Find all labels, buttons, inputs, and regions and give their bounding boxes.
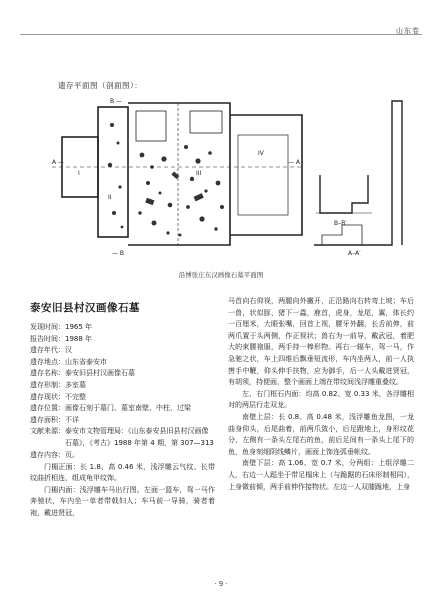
section-caption-aa: A–A′ (348, 250, 361, 257)
plan-side-room (136, 111, 166, 141)
chamber-label-III: III (196, 170, 202, 177)
meta-value: 1965 年 (65, 323, 93, 331)
left-column-body (30, 450, 215, 520)
meta-row-form (30, 380, 215, 392)
meta-row-discovery (30, 322, 215, 334)
figure-caption: 沿博张庄东汉画像石墓平面图 (178, 271, 264, 279)
meta-row-area (30, 415, 215, 427)
chamber-label-II: II (108, 194, 112, 201)
meta-label: 文献来源： (30, 427, 65, 436)
meta-label: 遗存现状： (30, 392, 65, 401)
section-elevation-aa (314, 101, 402, 245)
section-label-a-left: A — (52, 159, 65, 166)
right-paragraph: 南壁上层：长 0.8、高 0.48 米，浅浮雕鱼龙图，一龙曲身仰头，后尾曲着，前两爪敛小，后足蹬地上，身形纹花分，左侧有一条头左尾右的鱼，前后足间有一条头上尾下的鱼，鱼身刻细阴线鳞片，画面上饰连弧垂帐纹。 (228, 412, 414, 456)
figure-top-caption: 遗存平面图（剖面图）： (58, 81, 143, 90)
meta-label: 遗存位置： (30, 404, 65, 413)
meta-value: 山东省泰安市 (65, 357, 107, 366)
meta-label: 报告时间： (30, 334, 65, 343)
meta-row-position (30, 403, 215, 415)
content-label: 遗存内容： (30, 451, 65, 459)
section-label-a-right: — A (288, 159, 301, 166)
section-label-b-top: B — (110, 98, 123, 105)
meta-label: 遗存名称： (30, 369, 65, 378)
right-paragraph: 南壁下层：高 1.06、宽 0.7 米，分两组：上组浮雕二人，右边一人跽坐于带足榻床上（与跪踞的石床形制相同），上身微前倾，两手前伸作接物状。左边一人双膝跪地，上身 (228, 459, 414, 491)
plan-middle-hall (128, 103, 230, 245)
meta-value: 泰安旧县村汉画像石墓 (65, 369, 135, 378)
right-column-body (228, 296, 414, 493)
meta-label: 发现时间： (30, 323, 65, 331)
section-title: 泰安旧县村汉画像石墓 (30, 302, 140, 314)
tomb-plan-drawing (52, 95, 412, 257)
meta-label: 遗存面积： (30, 415, 65, 424)
section-label-b-bottom: — B (112, 250, 125, 257)
section-caption-bb: B–B′ (334, 220, 347, 227)
plan-rear-chamber (230, 115, 302, 235)
page-number: · 9 · (214, 580, 228, 588)
header-tag: 山东卷 (396, 27, 420, 35)
chamber-label-I: I (78, 170, 80, 177)
meta-value: 画像石刻于墓门、墓室南壁、中柱、过梁 (65, 404, 191, 413)
meta-value: 汉 (65, 346, 72, 355)
meta-row-name (30, 368, 215, 380)
right-paragraph: 马首向右仰视，两腿向外撇开，正沿路向右转弯上坡；车后一兽，状似豚，猪下一蟲，鹿首，虎身，龙尾，翼，体长约一百厘米，大眼张嘴，回首上视，腰牙外翻，长舌前伸，前两爪置于头两侧，作正视状；兽右为一前导，戴武冠，着肥大的束腰袍服，两手持一棒形物。再右一辐车，驾一马，作急驰之状，车上四维后飘垂短流形，车内坐两人，前一人执辔手中鞭，仰头伸手扶物，应为御手，后一人头戴进贤冠，有胡须，持便面，整个画面上端在带纹间浅浮雕重叠纹。 (228, 297, 414, 387)
meta-row-report (30, 334, 215, 346)
right-paragraph: 左、右门框石内面：均高 0.82、宽 0.33 米，各浮雕相对的两层行走双龙。 (228, 389, 414, 410)
meta-value: 1988 年 (65, 334, 93, 343)
meta-value: 多室墓 (65, 380, 86, 389)
meta-label: 遗存地点： (30, 357, 65, 366)
section-elevation-bb (320, 175, 368, 213)
meta-row-status (30, 392, 215, 404)
meta-row-location (30, 357, 215, 369)
meta-value: 泰安市文物管理局：《山东泰安县旧县村汉画像石墓》，《考古》1988 年第 4 期，第 307—313 页。 (65, 427, 214, 459)
meta-label: 遗存年代： (30, 346, 65, 355)
header-rule (20, 34, 422, 35)
meta-label: 遗存形制： (30, 380, 65, 389)
left-paragraph: 门楣正面：长 1.8、高 0.46 米，浅浮雕云气纹、长带纹曲折相连，组成龟甲纹饰。 (30, 462, 215, 483)
metadata-list (30, 322, 215, 461)
meta-value: 不详 (65, 415, 79, 424)
left-paragraph: 门楣内面：浅浮雕车马出行图。左面一篮车，驾一马作奔驰状，车内坐一单者带戟妇人；车马前一导骑，骑者着袍，戴进贤冠， (30, 485, 215, 517)
meta-row-era (30, 345, 215, 357)
tomb-floor-plan (52, 95, 412, 257)
meta-value: 不完整 (65, 392, 86, 401)
chamber-label-IV: IV (258, 150, 264, 157)
